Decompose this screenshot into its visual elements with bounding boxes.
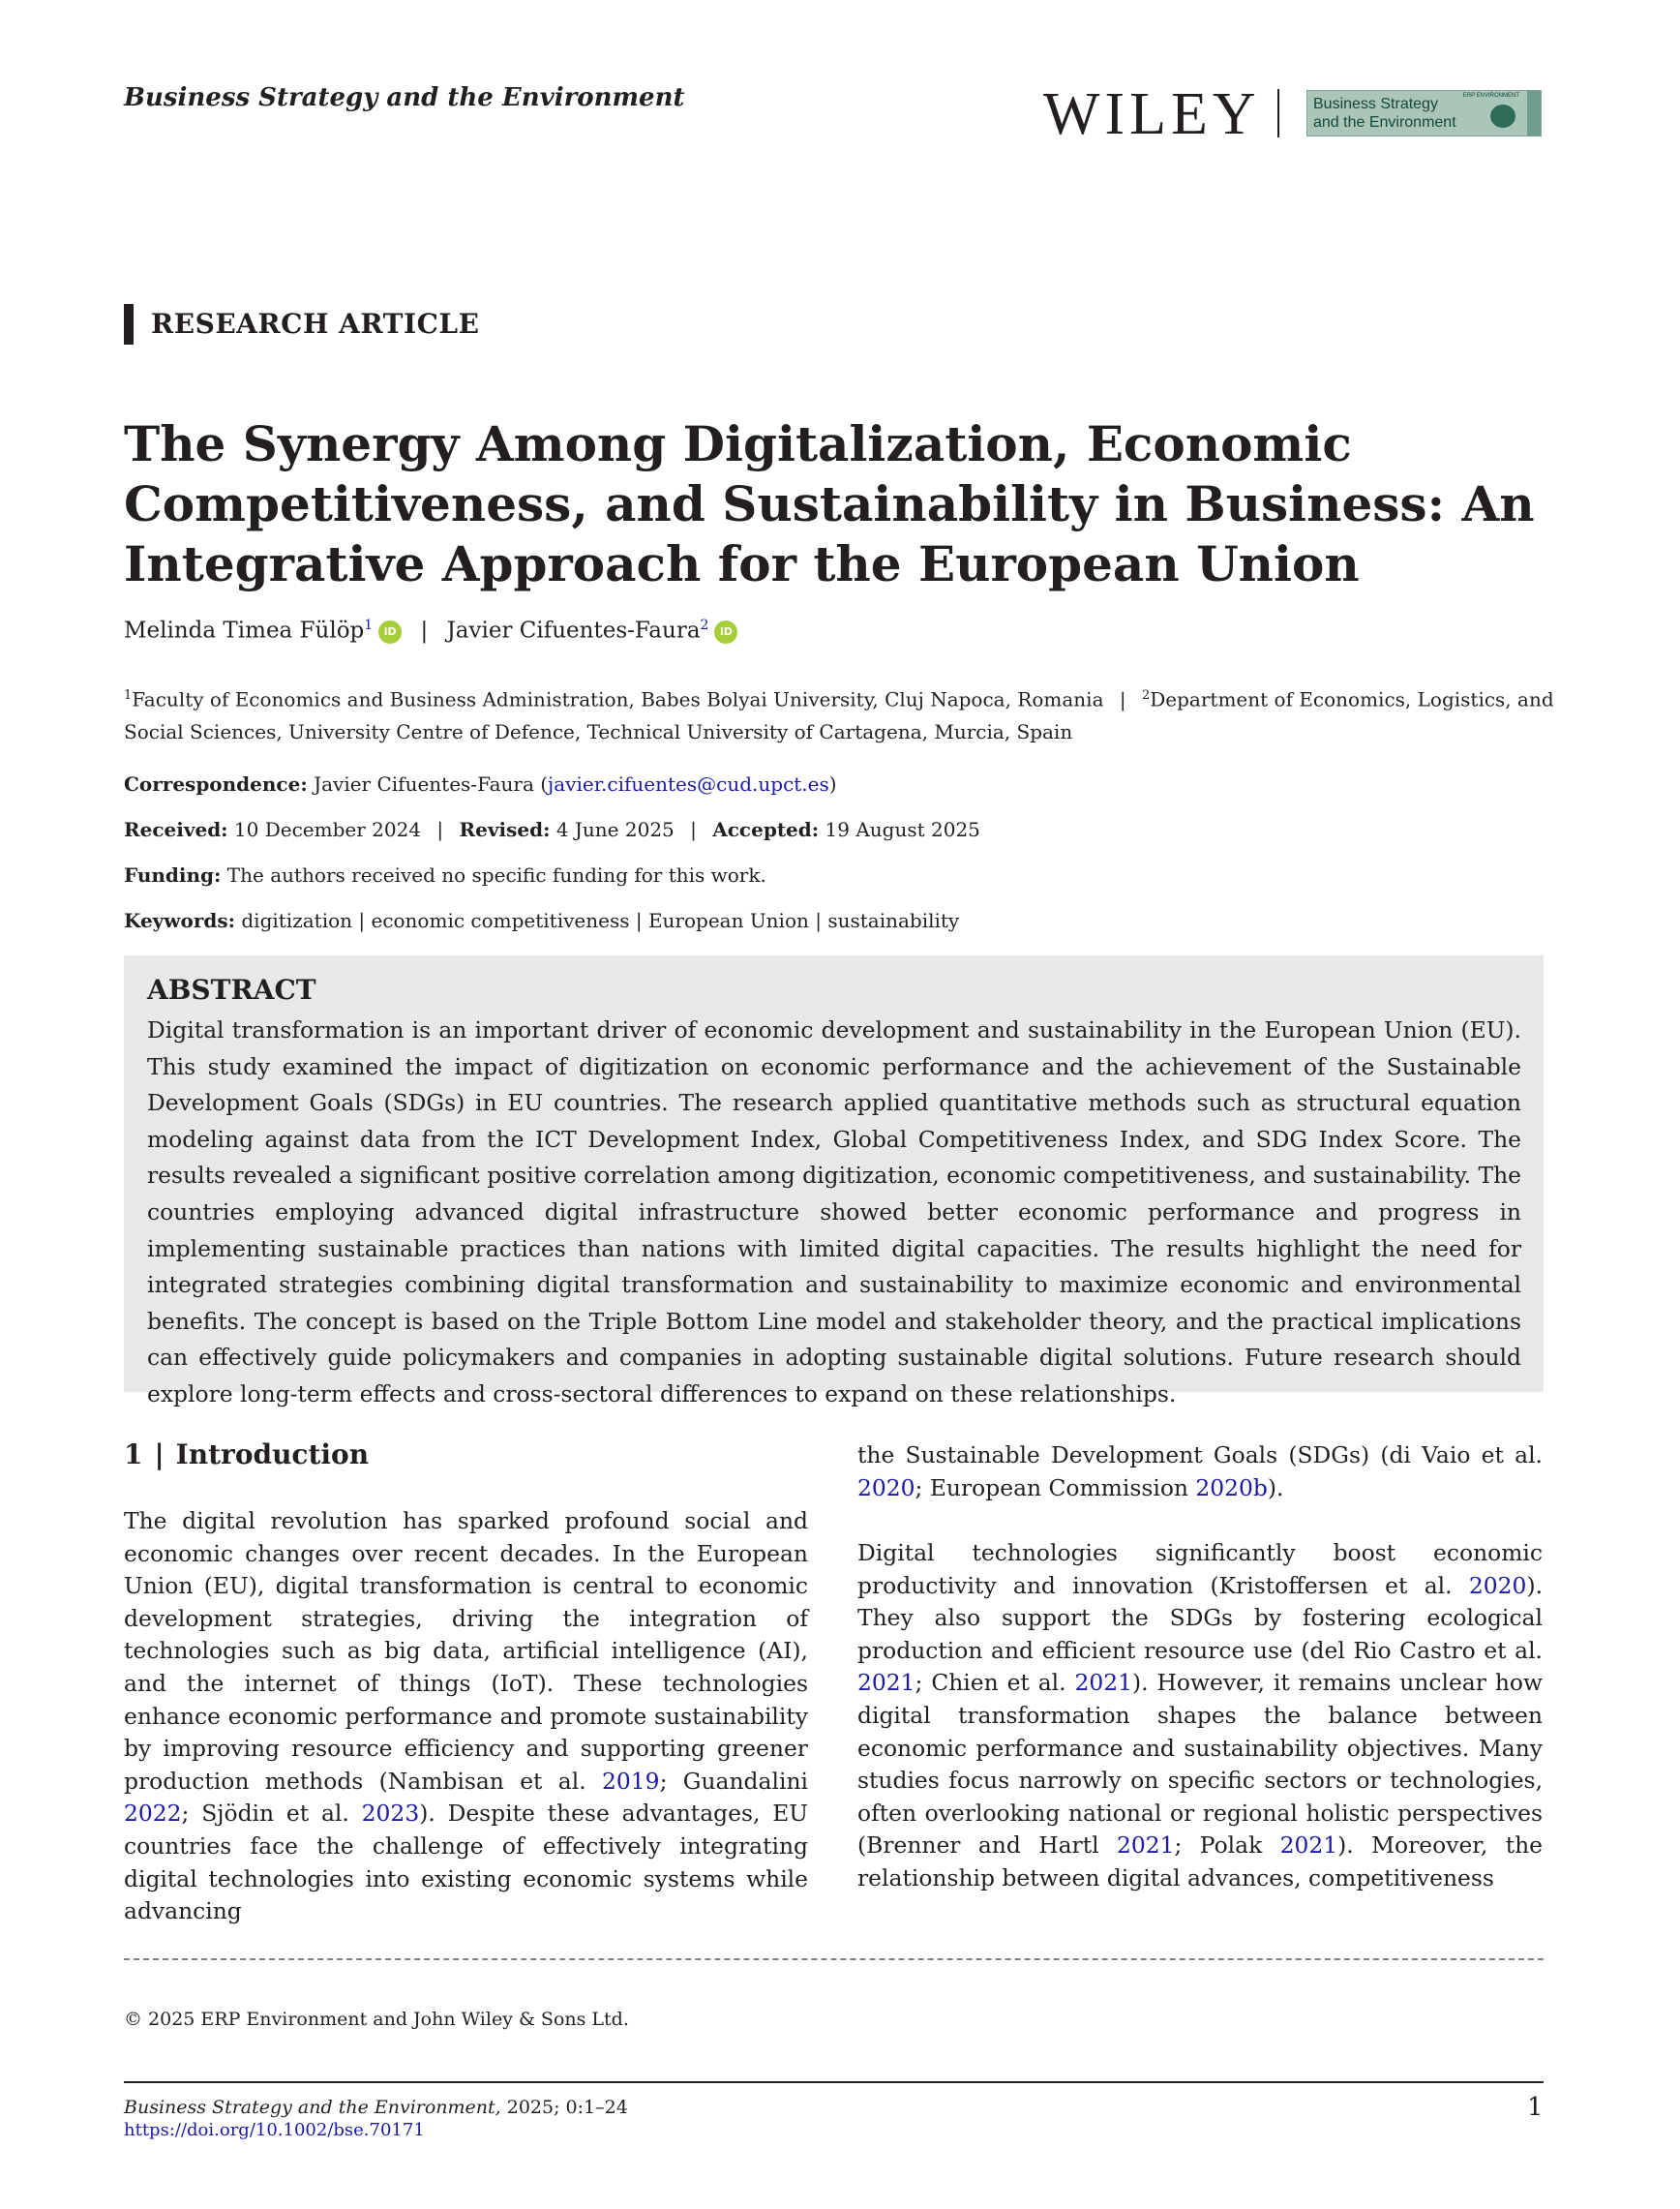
paragraph-text: Digital technologies significantly boost economic productivity and innovation (Kristoffersen et al.	[857, 1539, 1543, 1599]
paragraph-text: The digital revolution has sparked profound social and economic changes over recent decades. In the European Union (EU), digital transformation is central to economic development strategies, driving the integration of technologies such as big data, artificial intelligence (AI), and the internet of things (IoT). These technologies enhance economic performance and promote sustainability by improving resource efficiency and supporting greener production methods (Nambisan et al.	[124, 1507, 808, 1795]
article-dates	[124, 816, 980, 843]
section-heading	[124, 1438, 369, 1470]
author-list	[124, 618, 737, 644]
accepted-date: 19 August 2025	[825, 818, 980, 841]
author-affil-sup[interactable]: 2	[700, 618, 709, 633]
paragraph-text: ; Sjödin et al.	[181, 1800, 362, 1828]
badge-stripe	[1527, 91, 1541, 136]
paragraph-text: ). However, it remains unclear how digital transformation shapes the balance between economic performance and sustainability objectives. Many studies focus narrowly on specific sectors or technologies, often overlooking national or regional holistic perspectives (Brenner and Hartl	[857, 1669, 1543, 1860]
abstract-text: Digital transformation is an important driver of economic development and sustainability in the European Union (EU). This study examined the impact of digitization on economic performance and the achievement of the Sustainable Development Goals (SDGs) in EU countries. The research applied quantitative methods such as structural equation modeling against data from the ICT Development Index, Global Competitiveness Index, and SDG Index Score. The results revealed a significant positive correlation among digitization, economic competitiveness, and sustainability. The countries employing advanced digital infrastructure showed better economic performance and progress in implementing sustainable practices than nations with limited digital capacities. The results highlight the need for integrated strategies combining digital transformation and sustainability to maximize economic and environmental benefits. The concept is based on the Triple Bottom Line model and stakeholder theory, and the practical implications can effectively guide policymakers and companies in adopting sustainable digital solutions. Future research should explore long-term effects and cross-sectoral differences to expand on these relationships.	[147, 1016, 1521, 1407]
paragraph-text: the Sustainable Development Goals (SDGs) (di Vaio et al.	[857, 1441, 1543, 1468]
paragraph-text: ). Moreover, the relationship between digital advances, competitiveness	[857, 1831, 1544, 1891]
affiliation-1: Faculty of Economics and Business Administration, Babes Bolyai University, Cluj Napoca, Romania	[132, 687, 1104, 711]
funding-text: The authors received no specific funding for this work.	[226, 863, 766, 887]
author-affil-sup[interactable]: 1	[364, 618, 374, 633]
keywords	[124, 907, 959, 934]
footer-citation	[124, 2097, 628, 2118]
article-title: The Synergy Among Digitalization, Economic Competitiveness, and Sustainability in Business: An Integrative Approach for the European Union	[124, 415, 1535, 592]
citation-link[interactable]: 2023	[361, 1800, 420, 1828]
keywords-label: Keywords:	[124, 909, 236, 932]
copyright: © 2025 ERP Environment and John Wiley & Sons Ltd.	[124, 2009, 629, 2030]
keywords-text: digitization | economic competitiveness | European Union | sustainability	[241, 909, 960, 932]
funding	[124, 862, 766, 889]
revised-date: 4 June 2025	[555, 818, 675, 841]
footer-volume: 2025; 0:1–24	[500, 2097, 628, 2118]
section-title: Introduction	[175, 1438, 370, 1470]
correspondence-email[interactable]: javier.cifuentes@cud.upct.es	[548, 772, 829, 796]
citation-link[interactable]: 2021	[1279, 1831, 1338, 1860]
section-separator: |	[154, 1438, 165, 1470]
paragraph	[857, 1537, 1543, 1895]
accepted-label: Accepted:	[712, 818, 820, 841]
correspondence-name: Javier Cifuentes-Faura (	[314, 772, 549, 796]
citation-link[interactable]: 2021	[857, 1669, 915, 1697]
received-date: 10 December 2024	[233, 818, 422, 841]
affil-sup: 1	[124, 688, 133, 703]
citation-link[interactable]: 2020	[857, 1473, 915, 1501]
paragraph-text: ; European Commission	[915, 1473, 1196, 1501]
author-name[interactable]: Melinda Timea Fülöp	[124, 618, 365, 644]
orcid-icon[interactable]: iD	[714, 620, 737, 644]
article-type: RESEARCH ARTICLE	[151, 308, 480, 340]
affil-sup: 2	[1141, 688, 1151, 703]
received-label: Received:	[124, 818, 228, 841]
citation-link[interactable]: 2021	[1117, 1831, 1175, 1860]
footer-divider	[124, 2081, 1544, 2083]
revised-label: Revised:	[459, 818, 551, 841]
paragraph-text: ; Chien et al.	[915, 1669, 1075, 1697]
citation-link[interactable]: 2020b	[1195, 1473, 1268, 1501]
section-number: 1	[124, 1438, 143, 1470]
logo-divider	[1277, 89, 1279, 137]
article-type-bar	[124, 304, 134, 345]
orcid-icon[interactable]: iD	[378, 620, 402, 644]
author-separator: |	[420, 618, 429, 644]
paragraph-text: ; Polak	[1174, 1831, 1280, 1860]
citation-link[interactable]: 2022	[124, 1800, 182, 1828]
affil-separator: |	[1119, 687, 1126, 711]
footnote-divider	[124, 1958, 1544, 1960]
doi-link[interactable]: https://doi.org/10.1002/bse.70171	[124, 2120, 425, 2140]
affiliations	[124, 680, 1556, 748]
paragraph-text: ). Despite these advantages, EU countries face the challenge of effectively integrating digital technologies into existing economic systems while advancing	[124, 1800, 809, 1925]
badge-text	[1313, 95, 1456, 132]
paragraph-text: ). They also support the SDGs by fostering ecological production and efficient resource use (del Rio Castro et al.	[857, 1571, 1543, 1664]
badge-line-1: Business Strategy	[1313, 96, 1438, 112]
paragraph-text: ; Guandalini	[659, 1767, 808, 1795]
footer-journal: Business Strategy and the Environment,	[124, 2097, 501, 2118]
date-separator: |	[436, 818, 444, 841]
wiley-logo[interactable]: WILEY	[1043, 81, 1261, 147]
citation-link[interactable]: 2021	[1074, 1669, 1133, 1697]
paragraph	[124, 1505, 808, 1928]
paragraph	[857, 1439, 1543, 1504]
author-name[interactable]: Javier Cifuentes-Faura	[446, 618, 701, 644]
citation-link[interactable]: 2020	[1468, 1571, 1527, 1599]
funding-label: Funding:	[124, 863, 222, 887]
journal-name: Business Strategy and the Environment	[124, 83, 685, 112]
citation-link[interactable]: 2019	[602, 1767, 660, 1795]
badge-mini-text: ERP ENVIRONMENT	[1462, 93, 1519, 99]
affiliation-2: Department of Economics, Logistics, and Social Sciences, University Centre of Defence, Technical University of Cartagena, Murcia, Spain	[124, 687, 1554, 743]
journal-badge-logo[interactable]	[1306, 90, 1542, 136]
page-number: 1	[1527, 2093, 1544, 2122]
correspondence-label: Correspondence:	[124, 772, 308, 796]
badge-line-2: and the Environment	[1313, 114, 1456, 131]
correspondence	[124, 771, 837, 798]
abstract-heading: ABSTRACT	[147, 974, 316, 1006]
date-separator: |	[690, 818, 697, 841]
correspondence-close: )	[828, 772, 837, 796]
paragraph-text: ).	[1267, 1473, 1284, 1501]
globe-icon	[1490, 105, 1515, 128]
